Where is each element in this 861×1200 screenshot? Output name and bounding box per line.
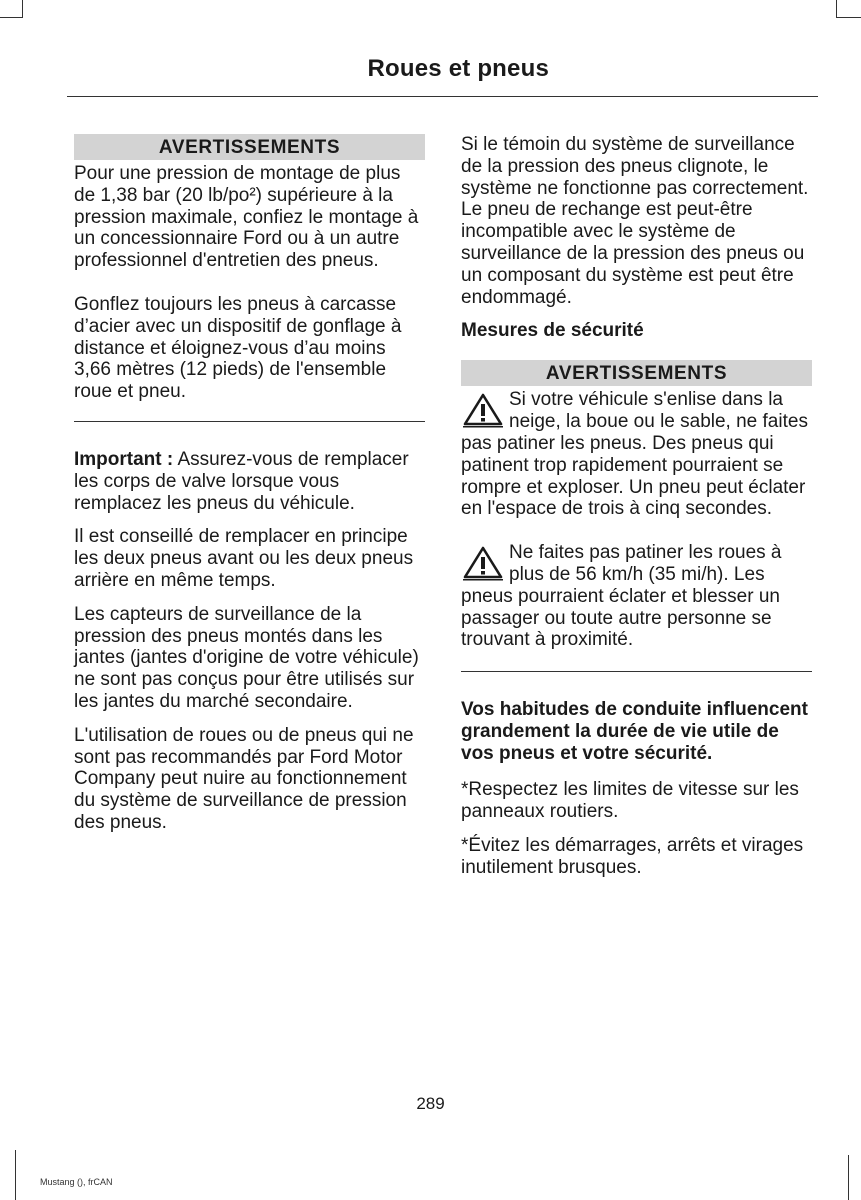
warning-text: Si votre véhicule s'enlise dans la neige, la boue ou le sable, ne faites pas patiner les pneus. Des pneus qui patinent trop rapidement pourraient se rompre et exploser. Un pneu peut éclater en l'espace de trois à cinq secondes. bbox=[461, 389, 808, 520]
title-divider bbox=[67, 96, 818, 97]
warning-triangle-icon bbox=[461, 543, 505, 583]
body-paragraph: Il est conseillé de remplacer en principe les deux pneus avant ou les deux pneus arrière en même temps. bbox=[74, 526, 414, 591]
body-paragraph: Les capteurs de surveillance de la pression des pneus montés dans les jantes (jantes d'origine de votre véhicule) ne sont pas conçus pour être utilisés sur les jantes du marché secondaire. bbox=[74, 603, 419, 712]
warning-item bbox=[461, 389, 812, 520]
warning-paragraph: Pour une pression de montage de plus de 1,38 bar (20 lb/po²) supérieure à la pression maximale, confiez le montage à un concessionnaire Ford ou à un autre professionnel d'entretien des pneus. bbox=[74, 163, 419, 272]
warning-triangle-icon bbox=[461, 390, 505, 430]
warning-paragraph: Gonflez toujours les pneus à carcasse d’acier avec un dispositif de gonflage à distance et éloignez-vous d’au moins 3,66 mètres (12 pieds) de l'ensemble roue et pneu. bbox=[74, 293, 402, 403]
important-label: Important : bbox=[74, 448, 174, 470]
right-column bbox=[461, 134, 812, 878]
section-heading: Mesures de sécurité bbox=[461, 320, 644, 342]
left-column bbox=[74, 134, 425, 834]
tip-item: *Évitez les démarrages, arrêts et virages inutilement brusques. bbox=[461, 834, 804, 878]
warning-text: Ne faites pas patiner les roues à plus de 56 km/h (35 mi/h). Les pneus pourraient éclater et blesser un passager ou toute autre personne se trouvant à proximité. bbox=[461, 542, 782, 651]
body-paragraph: L'utilisation de roues ou de pneus qui ne sont pas recommandés par Ford Motor Company peut nuire au fonctionnement du système de surveillance de pression des pneus. bbox=[74, 724, 414, 833]
crop-mark bbox=[836, 0, 837, 18]
warning-item bbox=[461, 542, 812, 651]
tpms-intro-paragraph: Si le témoin du système de surveillance de la pression des pneus clignote, le système ne fonctionne pas correctement. Le pneu de rechange est peut-être incompatible avec le système de surveillance de la pression des pneus ou un composant du système est peut être endommagé. bbox=[461, 134, 809, 308]
driving-habits-heading: Vos habitudes de conduite influencent grandement la durée de vie utile de vos pneus et votre sécurité. bbox=[461, 699, 808, 765]
warning-heading: AVERTISSEMENTS bbox=[74, 134, 425, 160]
tip-item: *Respectez les limites de vitesse sur les panneaux routiers. bbox=[461, 779, 799, 822]
crop-mark bbox=[836, 17, 861, 18]
warning-heading: AVERTISSEMENTS bbox=[461, 360, 812, 386]
footer-text: Mustang (), frCAN bbox=[40, 1177, 113, 1187]
crop-mark bbox=[22, 0, 23, 18]
important-note bbox=[74, 449, 425, 514]
crop-mark bbox=[848, 1155, 849, 1200]
page-title: Roues et pneus bbox=[367, 55, 549, 82]
page-number: 289 bbox=[416, 1094, 445, 1113]
crop-mark bbox=[0, 17, 22, 18]
important-text: Assurez-vous de remplacer les corps de valve lorsque vous remplacez les pneus du véhicule. bbox=[74, 448, 409, 514]
crop-mark bbox=[15, 1150, 16, 1200]
